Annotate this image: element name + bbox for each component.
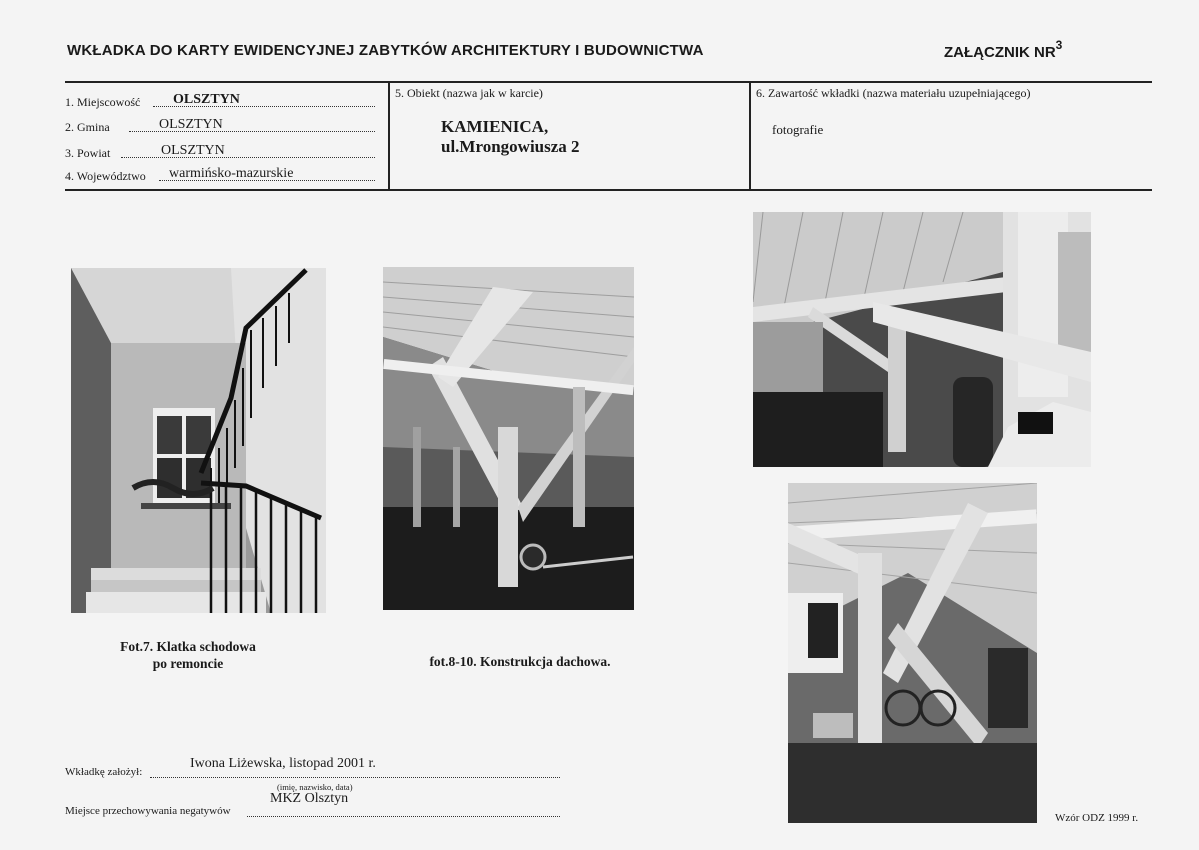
storage-dotted-line [247,816,560,817]
form-version: Wzór ODZ 1999 r. [1055,812,1139,824]
gmina-label: 2. Gmina [65,120,110,134]
form-title: WKŁADKA DO KARTY EWIDENCYJNEJ ZABYTKÓW ARCHITEKTURY I BUDOWNICTWA [67,42,704,59]
column-divider-1 [388,81,390,190]
photo7-caption-line2: po remoncie [152,656,224,671]
column-divider-2 [749,81,751,190]
author-note: (imię, nazwisko, data) [277,782,353,792]
author-dotted-line [150,777,560,778]
wojewodztwo-value: warmińsko-mazurskie [169,166,294,181]
miejscowosc-value: OLSZTYN [173,92,240,107]
photo-roof-truss-2 [753,212,1091,467]
table-bottom-border [65,189,1152,191]
contents-value: fotografie [772,122,824,137]
contents-label: 6. Zawartość wkładki (nazwa materiału uzupełniającego) [756,86,1031,100]
field-powiat [65,143,380,162]
field-wojewodztwo [65,166,380,185]
author-label: Wkładkę założył: [65,766,143,778]
gmina-value: OLSZTYN [159,117,223,132]
storage-value: MKZ Olsztyn [270,791,349,806]
storage-label: Miejsce przechowywania negatywów [65,805,231,817]
annex-label: ZAŁĄCZNIK $NR^3$ [944,38,1063,61]
powiat-label: 3. Powiat [65,146,111,160]
photo-roof-truss-1 [383,267,634,610]
wojewodztwo-label: 4. Województwo [65,169,146,183]
object-label: 5. Obiekt (nazwa jak w karcie) [395,86,543,100]
photo-roof-truss-3 [788,483,1037,823]
photo7-caption [88,638,288,672]
object-name-line2: ul.Mrongowiusza 2 [441,137,580,156]
dotted-line [121,157,375,158]
photo-staircase [71,268,326,613]
author-value: Iwona Liżewska, listopad 2001 r. [190,756,376,771]
field-gmina [65,117,380,136]
annex-number: 3 [1055,38,1063,52]
field-miejscowosc [65,92,380,111]
photo7-caption-line1: Fot.7. Klatka schodowa [120,639,256,654]
table-top-border [65,81,1152,83]
powiat-value: OLSZTYN [161,143,225,158]
miejscowosc-label: 1. Miejscowość [65,95,141,109]
object-name [441,117,580,157]
photos8-10-caption: fot.8-10. Konstrukcja dachowa. [429,654,611,669]
object-name-line1: KAMIENICA, [441,117,549,136]
